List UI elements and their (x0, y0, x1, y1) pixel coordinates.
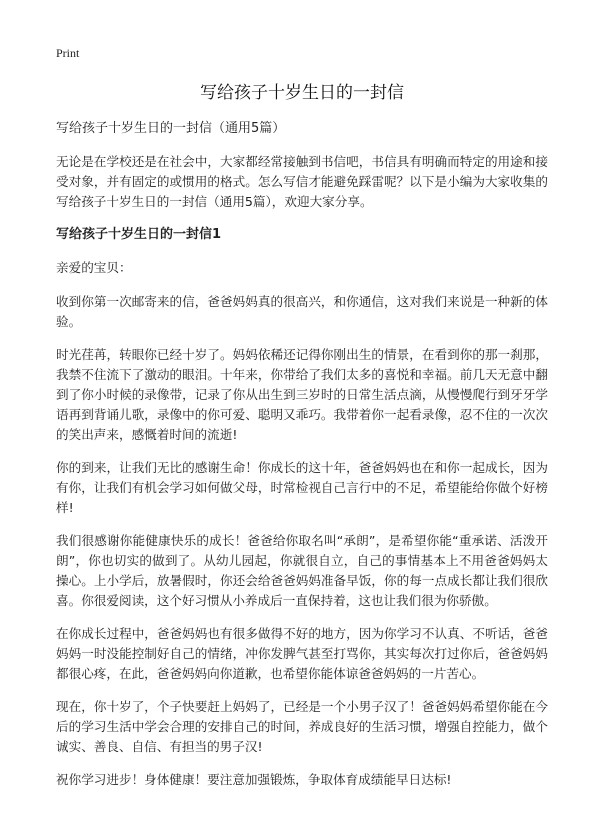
body-paragraph-5: 在你成长过程中，爸爸妈妈也有很多做得不好的地方，因为你学习不认真、不听话，爸爸妈妈一时没能控制好自己的情绪，冲你发脾气甚至打骂你，其实每次打过你后，爸爸妈妈都很心疼，在此，爸爸妈妈向你道歉，也希望你能体谅爸爸妈妈的一片苦心。 (56, 626, 548, 681)
print-link[interactable]: Print (56, 46, 80, 60)
greeting: 亲爱的宝贝： (56, 260, 132, 275)
body-paragraph-2: 时光荏苒，转眼你已经十岁了。妈妈依稀还记得你刚出生的情景，在看到你的那一刹那，我禁不住流下了激动的眼泪。十年来，你带给了我们太多的喜悦和幸福。前几天无意中翻到了你小时候的录像带，记录了你从出生到三岁时的日常生活点滴，从慢慢爬行到牙牙学语再到背诵儿歌，录像中的你可爱、聪明又乖巧。我带着你一起看录像，忍不住的一次次的笑出声来，感慨着时间的流逝! (56, 347, 548, 442)
closing-wish: 祝你学习进步！身体健康！要注意加强锻炼，争取体育成绩能早日达标! (56, 772, 452, 787)
body-paragraph-6: 现在，你十岁了，个子快要赶上妈妈了，已经是一个小男子汉了！爸爸妈妈希望你能在今后的学习生活中学会合理的安排自己的时间，养成良好的生活习惯，增强自控能力，做个诚实、善良、自信、有担当的男子汉! (56, 699, 548, 754)
body-paragraph-3: 你的到来，让我们无比的感谢生命！你成长的这十年，爸爸妈妈也在和你一起成长，因为有你，让我们有机会学习如何做父母，时常检视自己言行中的不足，希望能给你做个好榜样! (56, 460, 548, 515)
body-paragraph-1: 收到你第一次邮寄来的信，爸爸妈妈真的很高兴，和你通信，这对我们来说是一种新的体验。 (56, 294, 548, 329)
intro-paragraph: 无论是在学校还是在社会中，大家都经常接触到书信吧，书信具有明确而特定的用途和接受对象，并有固定的或惯用的格式。怎么写信才能避免踩雷呢？以下是小编为大家收集的写给孩子十岁生日的一封信（通用5篇），欢迎大家分享。 (56, 154, 548, 209)
document-title: 写给孩子十岁生日的一封信 (200, 83, 404, 103)
section-heading: 写给孩子十岁生日的一封信1 (56, 227, 222, 242)
document-subtitle: 写给孩子十岁生日的一封信（通用5篇） (56, 121, 286, 136)
body-paragraph-4: 我们很感谢你能健康快乐的成长！爸爸给你取名叫“承朗”，是希望你能“重承诺、活泼开朗”，你也切实的做到了。从幼儿园起，你就很自立，自己的事情基本上不用爸爸妈妈太操心。上小学后，放暑假时，你还会给爸爸妈妈准备早饭，你的每一点成长都让我们很欣喜。你很爱阅读，这个好习惯从小养成后一直保持着，这也让我们很为你骄傲。 (56, 533, 548, 608)
